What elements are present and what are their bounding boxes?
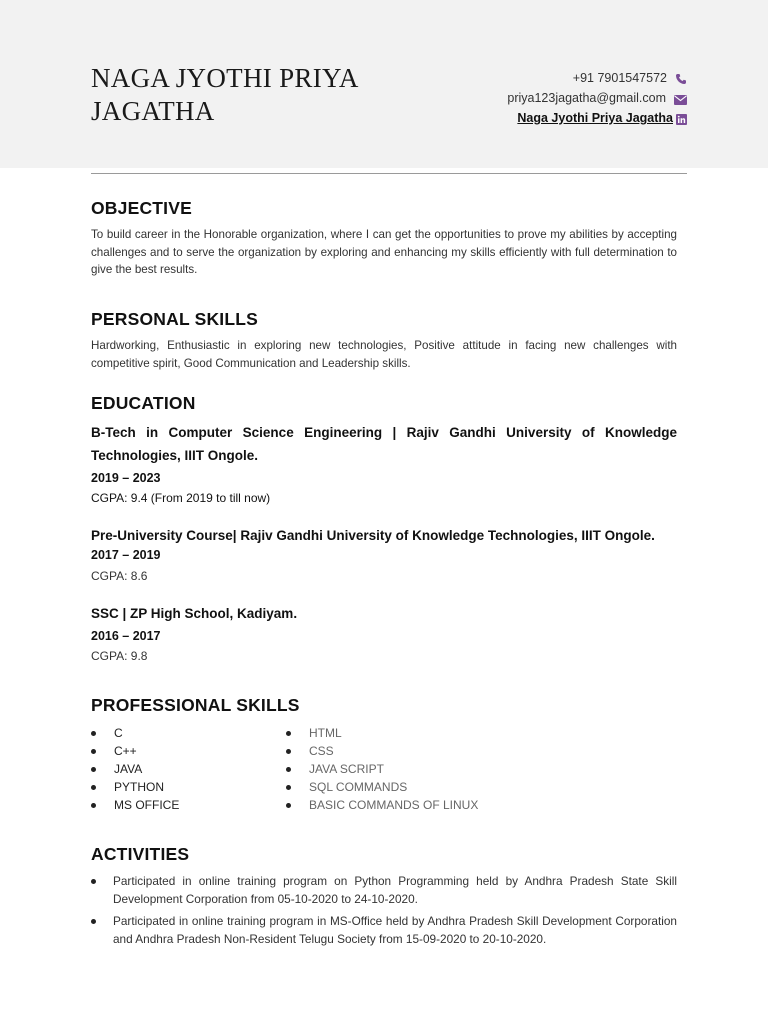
- list-item: C: [91, 724, 179, 742]
- linkedin-link[interactable]: Naga Jyothi Priya Jagatha: [517, 111, 673, 125]
- name-line-2: JAGATHA: [91, 96, 215, 126]
- list-item: MS OFFICE: [91, 796, 179, 814]
- activities-list: [91, 873, 677, 953]
- contact-linkedin: [507, 108, 687, 128]
- list-item: Participated in online training program in MS-Office held by Andhra Pradesh Skill Development Corporation and Andhra Pradesh Non-Resident Telugu Society from 15-09-2020 to 20-10-2020.: [91, 913, 677, 948]
- professional-skills-heading: PROFESSIONAL SKILLS: [91, 695, 300, 715]
- education-entry-3-title: SSC | ZP High School, Kadiyam.: [91, 606, 298, 621]
- email-text[interactable]: priya123jagatha@gmail.com: [507, 91, 666, 105]
- education-entry-2-title: Pre-University Course| Rajiv Gandhi University of Knowledge Technologies, IIIT Ongole.: [91, 528, 655, 543]
- education-entry-2-cgpa: CGPA: 8.6: [91, 569, 148, 583]
- list-item: Participated in online training program on Python Programming held by Andhra Pradesh State Skill Development Corporation from 05-10-2020 to 24-10-2020.: [91, 873, 677, 908]
- skills-list-right: [286, 724, 478, 814]
- list-item: JAVA: [91, 760, 179, 778]
- education-entry-3-years: 2016 – 2017: [91, 629, 161, 643]
- linkedin-icon[interactable]: [675, 112, 687, 124]
- list-item: BASIC COMMANDS OF LINUX: [286, 796, 478, 814]
- education-heading: EDUCATION: [91, 393, 196, 413]
- phone-icon: [675, 72, 687, 84]
- objective-text: To build career in the Honorable organization, where I can get the opportunities to prove my abilities by accepting challenges and to serve the organization by exploring and enhancing my skills efficiently with full determination to give the best results.: [91, 228, 677, 276]
- email-icon: [674, 92, 687, 104]
- objective-heading: OBJECTIVE: [91, 198, 192, 218]
- name-line-1: NAGA JYOTHI PRIYA: [91, 63, 359, 93]
- personal-skills-text: Hardworking, Enthusiastic in exploring new technologies, Positive attitude in facing new challenges with competitive spirit, Good Communication and Leadership skills.: [91, 339, 677, 370]
- phone-text: +91 7901547572: [572, 71, 667, 85]
- personal-skills-heading: PERSONAL SKILLS: [91, 309, 259, 329]
- education-entry-1-cgpa: CGPA: 9.4 (From 2019 to till now): [91, 491, 271, 505]
- header-divider: [91, 173, 687, 174]
- contact-email: [507, 88, 687, 108]
- education-entry-3-cgpa: CGPA: 9.8: [91, 649, 148, 663]
- contact-block: [507, 68, 687, 128]
- list-item: HTML: [286, 724, 478, 742]
- list-item: SQL COMMANDS: [286, 778, 478, 796]
- list-item: C++: [91, 742, 179, 760]
- list-item: CSS: [286, 742, 478, 760]
- list-item: PYTHON: [91, 778, 179, 796]
- contact-phone: [507, 68, 687, 88]
- education-entry-2-years: 2017 – 2019: [91, 548, 161, 562]
- list-item: JAVA SCRIPT: [286, 760, 478, 778]
- skills-list-left: [91, 724, 179, 814]
- candidate-name: [91, 62, 431, 128]
- education-entry-1-title: B-Tech in Computer Science Engineering | Rajiv Gandhi University of Knowledge Technologies, IIIT Ongole.: [91, 425, 677, 463]
- education-entry-1-years: 2019 – 2023: [91, 471, 161, 485]
- activities-heading: ACTIVITIES: [91, 844, 190, 864]
